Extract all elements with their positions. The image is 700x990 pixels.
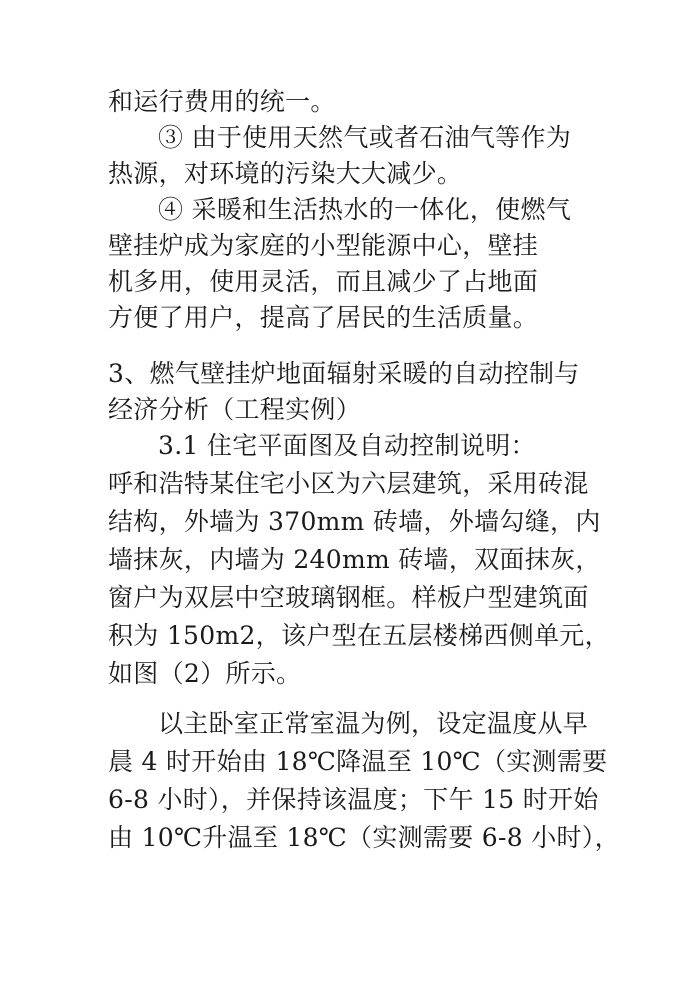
text-line: 如图（2）所示。 [108,659,302,688]
text-line: 以主卧室正常室温为例，设定温度从早 [158,709,589,738]
section-heading: 3、燃气壁挂炉地面辐射采暖的自动控制与 [108,359,580,388]
subsection-heading: 3.1 住宅平面图及自动控制说明： [158,431,536,460]
text-line: 壁挂炉成为家庭的小型能源中心，壁挂 [108,231,539,260]
text-line: ③ 由于使用天然气或者石油气等作为 [158,123,572,152]
text-line: 方便了用户，提高了居民的生活质量。 [108,303,539,332]
text-line: 和运行费用的统一。 [108,87,336,116]
text-line: 窗户为双层中空玻璃钢框。样板户型建筑面 [108,583,589,612]
text-line: 结构，外墙为 370mm 砖墙，外墙勾缝，内 [108,507,601,536]
section-heading: 经济分析（工程实例） [108,395,362,424]
text-line: 呼和浩特某住宅小区为六层建筑，采用砖混 [108,469,589,498]
text-line: 6-8 小时），并保持该温度；下午 15 时开始 [108,785,599,814]
text-line: 晨 4 时开始由 18℃降温至 10℃（实测需要 [108,747,608,776]
text-line: 由 10℃升温至 18℃（实测需要 6-8 小时）， [108,823,620,852]
text-line: ④ 采暖和生活热水的一体化，使燃气 [158,195,572,224]
text-line: 墙抹灰，内墙为 240mm 砖墙，双面抹灰， [108,545,601,574]
text-line: 积为 150m2，该户型在五层楼梯西侧单元， [108,621,610,650]
text-line: 热源，对环境的污染大大减少。 [108,159,463,188]
text-line: 机多用，使用灵活，而且减少了占地面 [108,267,539,296]
